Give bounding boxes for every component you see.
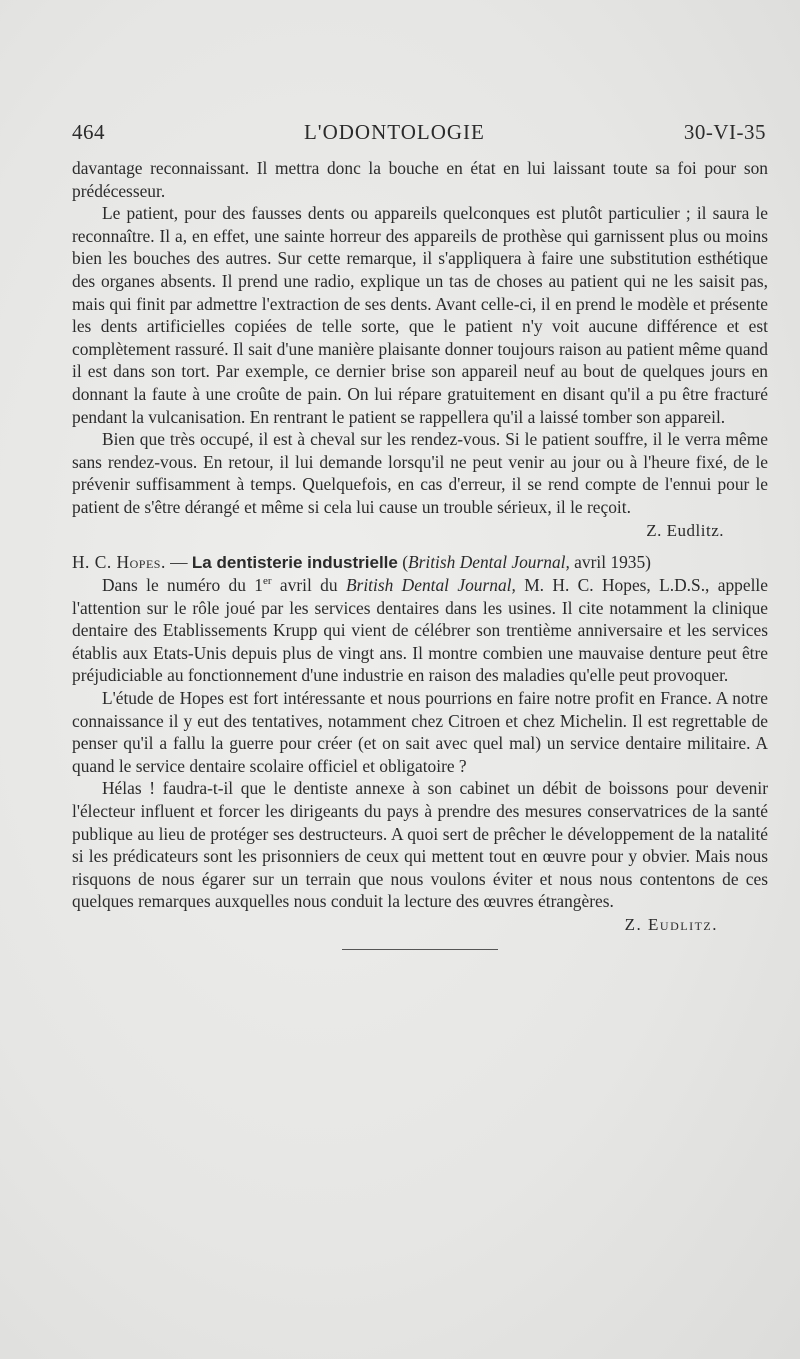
source-journal: British Dental Journal,	[408, 551, 570, 572]
source-date: avril 1935)	[569, 551, 651, 572]
text-run: avril du	[271, 575, 346, 596]
article-title: La dentisterie industrielle	[191, 552, 398, 572]
signature: Z. Eudlitz.	[646, 520, 724, 540]
heading-dash: —	[165, 551, 192, 572]
signature: Z. Eudlitz.	[624, 915, 718, 934]
paragraph	[72, 574, 768, 687]
paragraph: L'étude de Hopes est fort intéressante et nous pourrions en faire notre profit en France. A notre connaissance il y eut des tentatives, notamment chez Citroen et chez Michelin. Il est regrettable de penser qu'il a fallu la guerre pour créer (et on sait avec quel mal) un service dentaire militaire. A quand le service dentaire scolaire officiel et obligatoire ?	[72, 688, 768, 776]
text-run: M. H. C. Hopes, L.D.S., appelle l'attention sur le rôle joué par les services dentaires dans les usines. Il cite notamment la clinique dentaire des Etablissements Krupp qui vient de célébrer son trentième anniversaire et les services établis aux Etats-Unis depuis plus de vingt ans. Il montre combien une mauvaise denture peut être préjudiciable au fonctionnement d'une industrie en raison des maladies qu'elle peut provoquer.	[72, 575, 768, 686]
journal-title: L'ODONTOLOGIE	[303, 120, 485, 144]
section-divider	[342, 949, 498, 950]
article-continuation	[72, 157, 768, 541]
paragraph: Le patient, pour des fausses dents ou appareils quelconques est plutôt particulier ; il saura le reconnaître. Il a, en effet, une sainte horreur des appareils de prothèse qui garnissent plus ou moins bien les bouches des autres. Sur cette remarque, il s'appliquera à faire une substitution esthétique des organes absents. Il prend une radio, explique un tas de choses au patient qui ne les saisit pas, mais qui finit par admettre l'extraction de ses dents. Avant celle-ci, il en prend le modèle et présente les dents artificielles copiées de telle sorte, que le patient n'y voit aucune différence et est complètement rassuré. Il sait d'une manière plaisante donner toujours raison au patient même quand il est dans son tort. Par exemple, ce dernier brise son appareil neuf au bout de quelques jours en donnant la faute à une croûte de pain. On lui répare gratuitement en disant qu'il a pu être fracturé pendant la vulcanisation. En rentrant le patient se rappellera qu'il a laissé tomber son appareil.	[72, 203, 768, 427]
superscript: er	[263, 575, 272, 588]
paragraph: Hélas ! faudra-t-il que le dentiste annexe à son cabinet un débit de boissons pour devenir l'électeur influent et forcer les dirigeants du pays à prendre des mesures conservatrices de la santé publique au lieu de protéger ses destructeurs. A quoi sert de prêcher le développement de la natalité si les prédicateurs sont les prisonniers de ceux qui mettent tout en œuvre pour y obvier. Mais nous risquons de nous égarer sur un terrain que nous voulons éviter et nous nous contentons de ces quelques remarques auxquelles nous conduit la lecture des œuvres étrangères.	[72, 778, 768, 912]
paragraph: Bien que très occupé, il est à cheval sur les rendez-vous. Si le patient souffre, il le verra même sans rendez-vous. En retour, il lui demande lorsqu'il ne peut venir au jour ou à l'heure fixé, de le prévenir suffisamment à temps. Quelquefois, en cas d'erreur, il se rend compte de l'ennui pour le patient de s'être dérangé et même si cela lui cause un trouble sérieux, il le reçoit.	[72, 429, 768, 517]
running-head	[72, 120, 766, 145]
journal-reference: British Dental Journal,	[345, 575, 516, 596]
source-open: (	[397, 551, 408, 572]
issue-date: 30-VI-35	[683, 120, 766, 144]
text-run: Dans le numéro du 1	[102, 575, 263, 596]
review-article	[72, 551, 768, 936]
page-number: 464	[72, 120, 105, 144]
article-author: H. C. Hopes.	[72, 551, 166, 572]
article-heading	[72, 551, 768, 575]
paragraph: davantage reconnaissant. Il mettra donc la bouche en état en lui laissant toute sa foi pour son prédécesseur.	[72, 158, 768, 201]
